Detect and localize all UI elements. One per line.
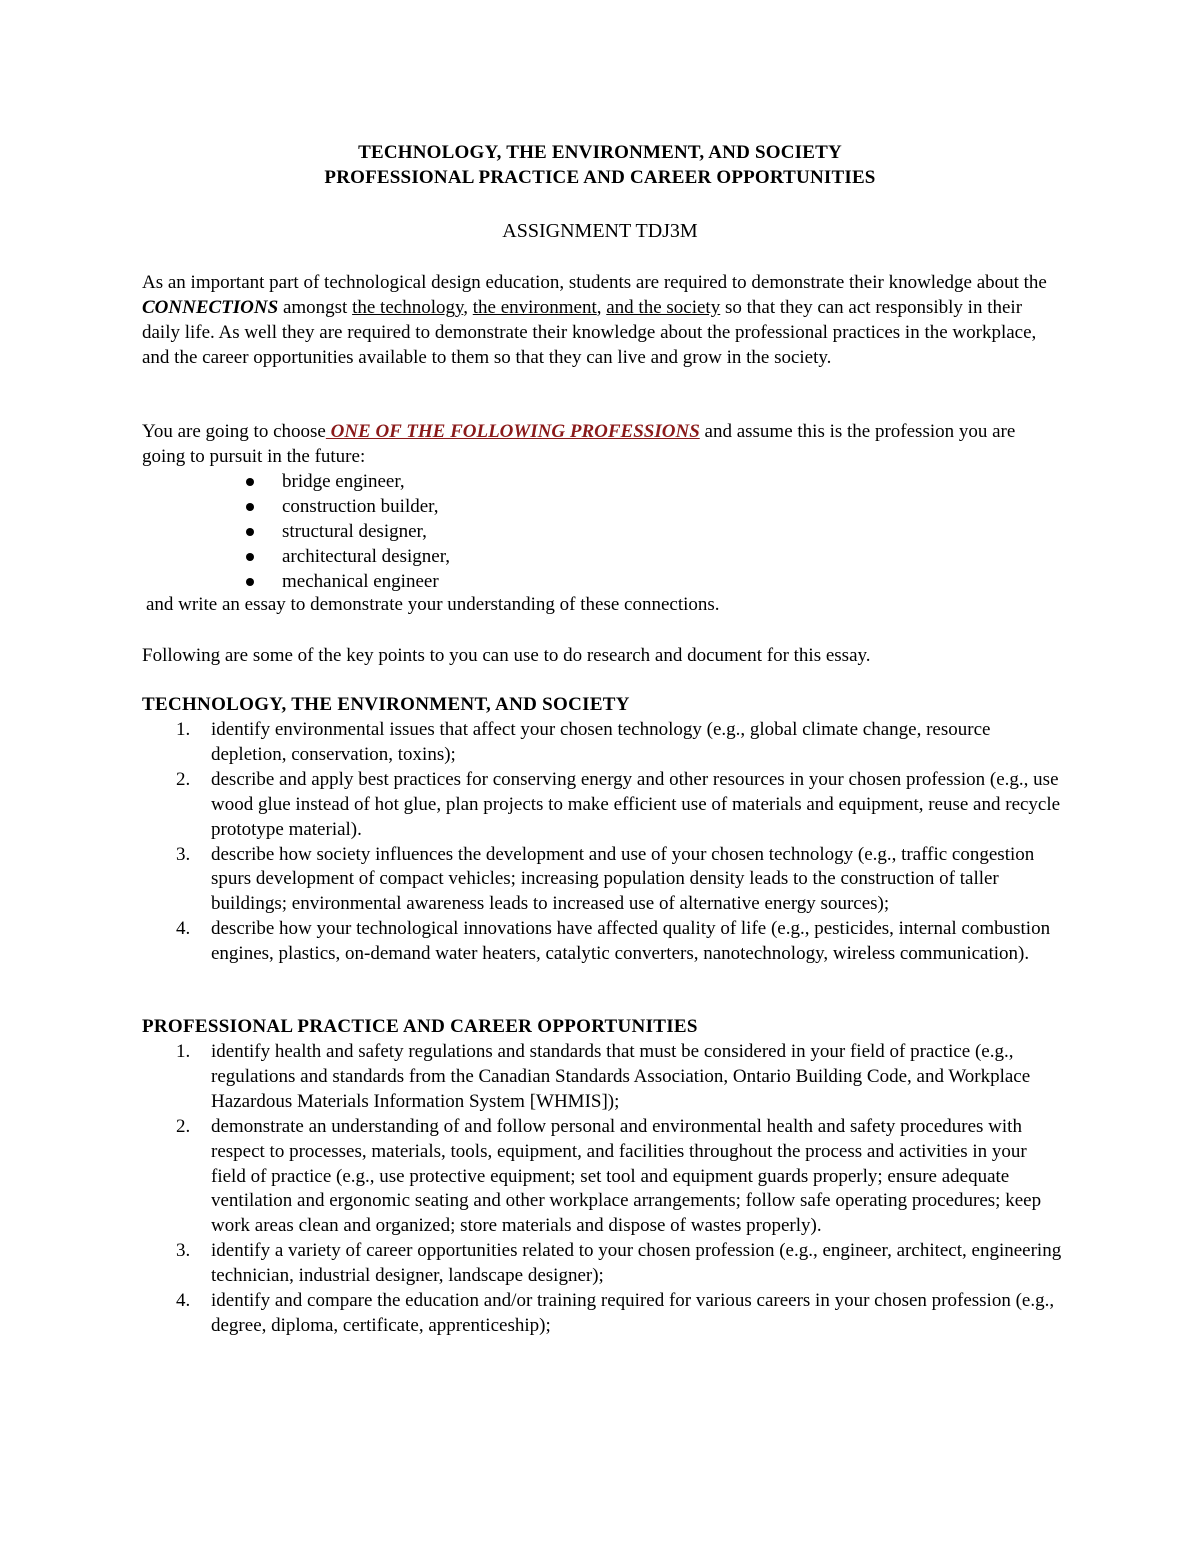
key-points-intro: Following are some of the key points to you can use to do research and document for this essay.: [142, 645, 871, 666]
list-item: [142, 1040, 1062, 1115]
section-heading-technology: TECHNOLOGY, THE ENVIRONMENT, AND SOCIETY: [142, 694, 630, 715]
item-text: identify a variety of career opportunities related to your chosen profession (e.g., engineer, architect, engineering technician, industrial designer, landscape designer);: [211, 1240, 1062, 1287]
item-text: identify environmental issues that affect your chosen technology (e.g., global climate change, resource depletion, conservation, toxins);: [211, 719, 991, 765]
list-item: architectural designer,: [242, 545, 450, 570]
list-item: bridge engineer,: [242, 470, 450, 495]
list-item: construction builder,: [242, 495, 450, 520]
list-item: [142, 843, 1062, 918]
item-text: describe and apply best practices for conserving energy and other resources in your chosen profession (e.g., use wood glue instead of hot glue, plan projects to make efficient use of materials and equipment, reuse and recycle prototype material).: [211, 768, 1061, 840]
item-text: identify health and safety regulations and standards that must be considered in your field of practice (e.g., regulations and standards from the Canadian Standards Association, Ontario Building Code, and Workplace Hazardous Materials Information System [WHMIS]);: [211, 1041, 1031, 1112]
item-number: 2.: [176, 768, 191, 790]
choose-text-1: You are going to choose: [142, 421, 326, 442]
item-text: identify and compare the education and/or training required for various careers in your chosen profession (e.g., degree, diploma, certificate, apprenticeship);: [211, 1290, 1055, 1336]
intro-text-1: As an important part of technological design education, students are required to demonstrate their knowledge about the: [142, 272, 1047, 293]
underlined-environment: the environment: [472, 296, 597, 318]
intro-paragraph: [142, 271, 1062, 371]
title-line-1: TECHNOLOGY, THE ENVIRONMENT, AND SOCIETY: [358, 142, 842, 163]
item-number: 3.: [176, 843, 191, 865]
essay-instruction: and write an essay to demonstrate your understanding of these connections.: [146, 594, 720, 615]
item-text: demonstrate an understanding of and follow personal and environmental health and safety procedures with respect to processes, materials, tools, equipment, and facilities throughout the process and activities in your field of practice (e.g., use protective equipment; set tool and equipment guards properly; ensure adequate ventilation and ergonomic seating and other workplace arrangements; follow safe operating procedures; keep work areas clean and organized; store materials and dispose of wastes properly).: [211, 1115, 1042, 1237]
list-item: [142, 768, 1062, 843]
choose-paragraph: [142, 420, 1062, 470]
professions-emphasis: ONE OF THE FOLLOWING PROFESSIONS: [325, 421, 700, 442]
underlined-society: and the society: [606, 296, 721, 318]
item-number: 3.: [176, 1240, 191, 1262]
professional-points-list: [142, 1040, 1062, 1339]
connections-emphasis: CONNECTIONS: [142, 296, 279, 318]
intro-text-2: amongst: [278, 296, 353, 318]
section-heading-professional: PROFESSIONAL PRACTICE AND CAREER OPPORTUNITIES: [142, 1016, 698, 1037]
professions-list: [242, 470, 450, 594]
item-number: 1.: [176, 719, 191, 740]
list-item: [142, 917, 1062, 967]
choose-text-2: and assume this is the profession you are going to pursuit in the future:: [142, 421, 1016, 467]
list-item: [142, 1115, 1062, 1240]
assignment-code: ASSIGNMENT TDJ3M: [502, 220, 698, 242]
intro-comma-1: ,: [463, 296, 473, 318]
list-item: [142, 1289, 1062, 1339]
list-item: mechanical engineer: [242, 570, 450, 595]
item-number: 2.: [176, 1115, 191, 1137]
intro-comma-2: ,: [596, 296, 607, 318]
item-text: describe how society influences the development and use of your chosen technology (e.g., traffic congestion spurs development of compact vehicles; increasing population density leads to the construction of taller buildings; environmental awareness leads to increased use of alternative energy sources);: [211, 843, 1035, 915]
underlined-technology: the technology: [352, 296, 464, 318]
document-title: [0, 141, 1200, 191]
item-number: 4.: [176, 1290, 191, 1312]
intro-text-3: so that they can act responsibly in their daily life. As well they are required to demonstrate their knowledge about the professional practices in the workplace, and the career opportunities available to them so that they can live and grow in the society.: [142, 296, 1037, 368]
technology-points-list: [142, 718, 1062, 967]
item-text: describe how your technological innovations have affected quality of life (e.g., pesticides, internal combustion engines, plastics, on-demand water heaters, catalytic converters, nanotechnology, wireless communication).: [211, 918, 1051, 965]
title-line-2: PROFESSIONAL PRACTICE AND CAREER OPPORTUNITIES: [324, 166, 876, 188]
list-item: [142, 718, 1062, 768]
list-item: [142, 1239, 1062, 1289]
item-number: 1.: [176, 1041, 191, 1062]
list-item: structural designer,: [242, 520, 450, 545]
item-number: 4.: [176, 918, 191, 940]
